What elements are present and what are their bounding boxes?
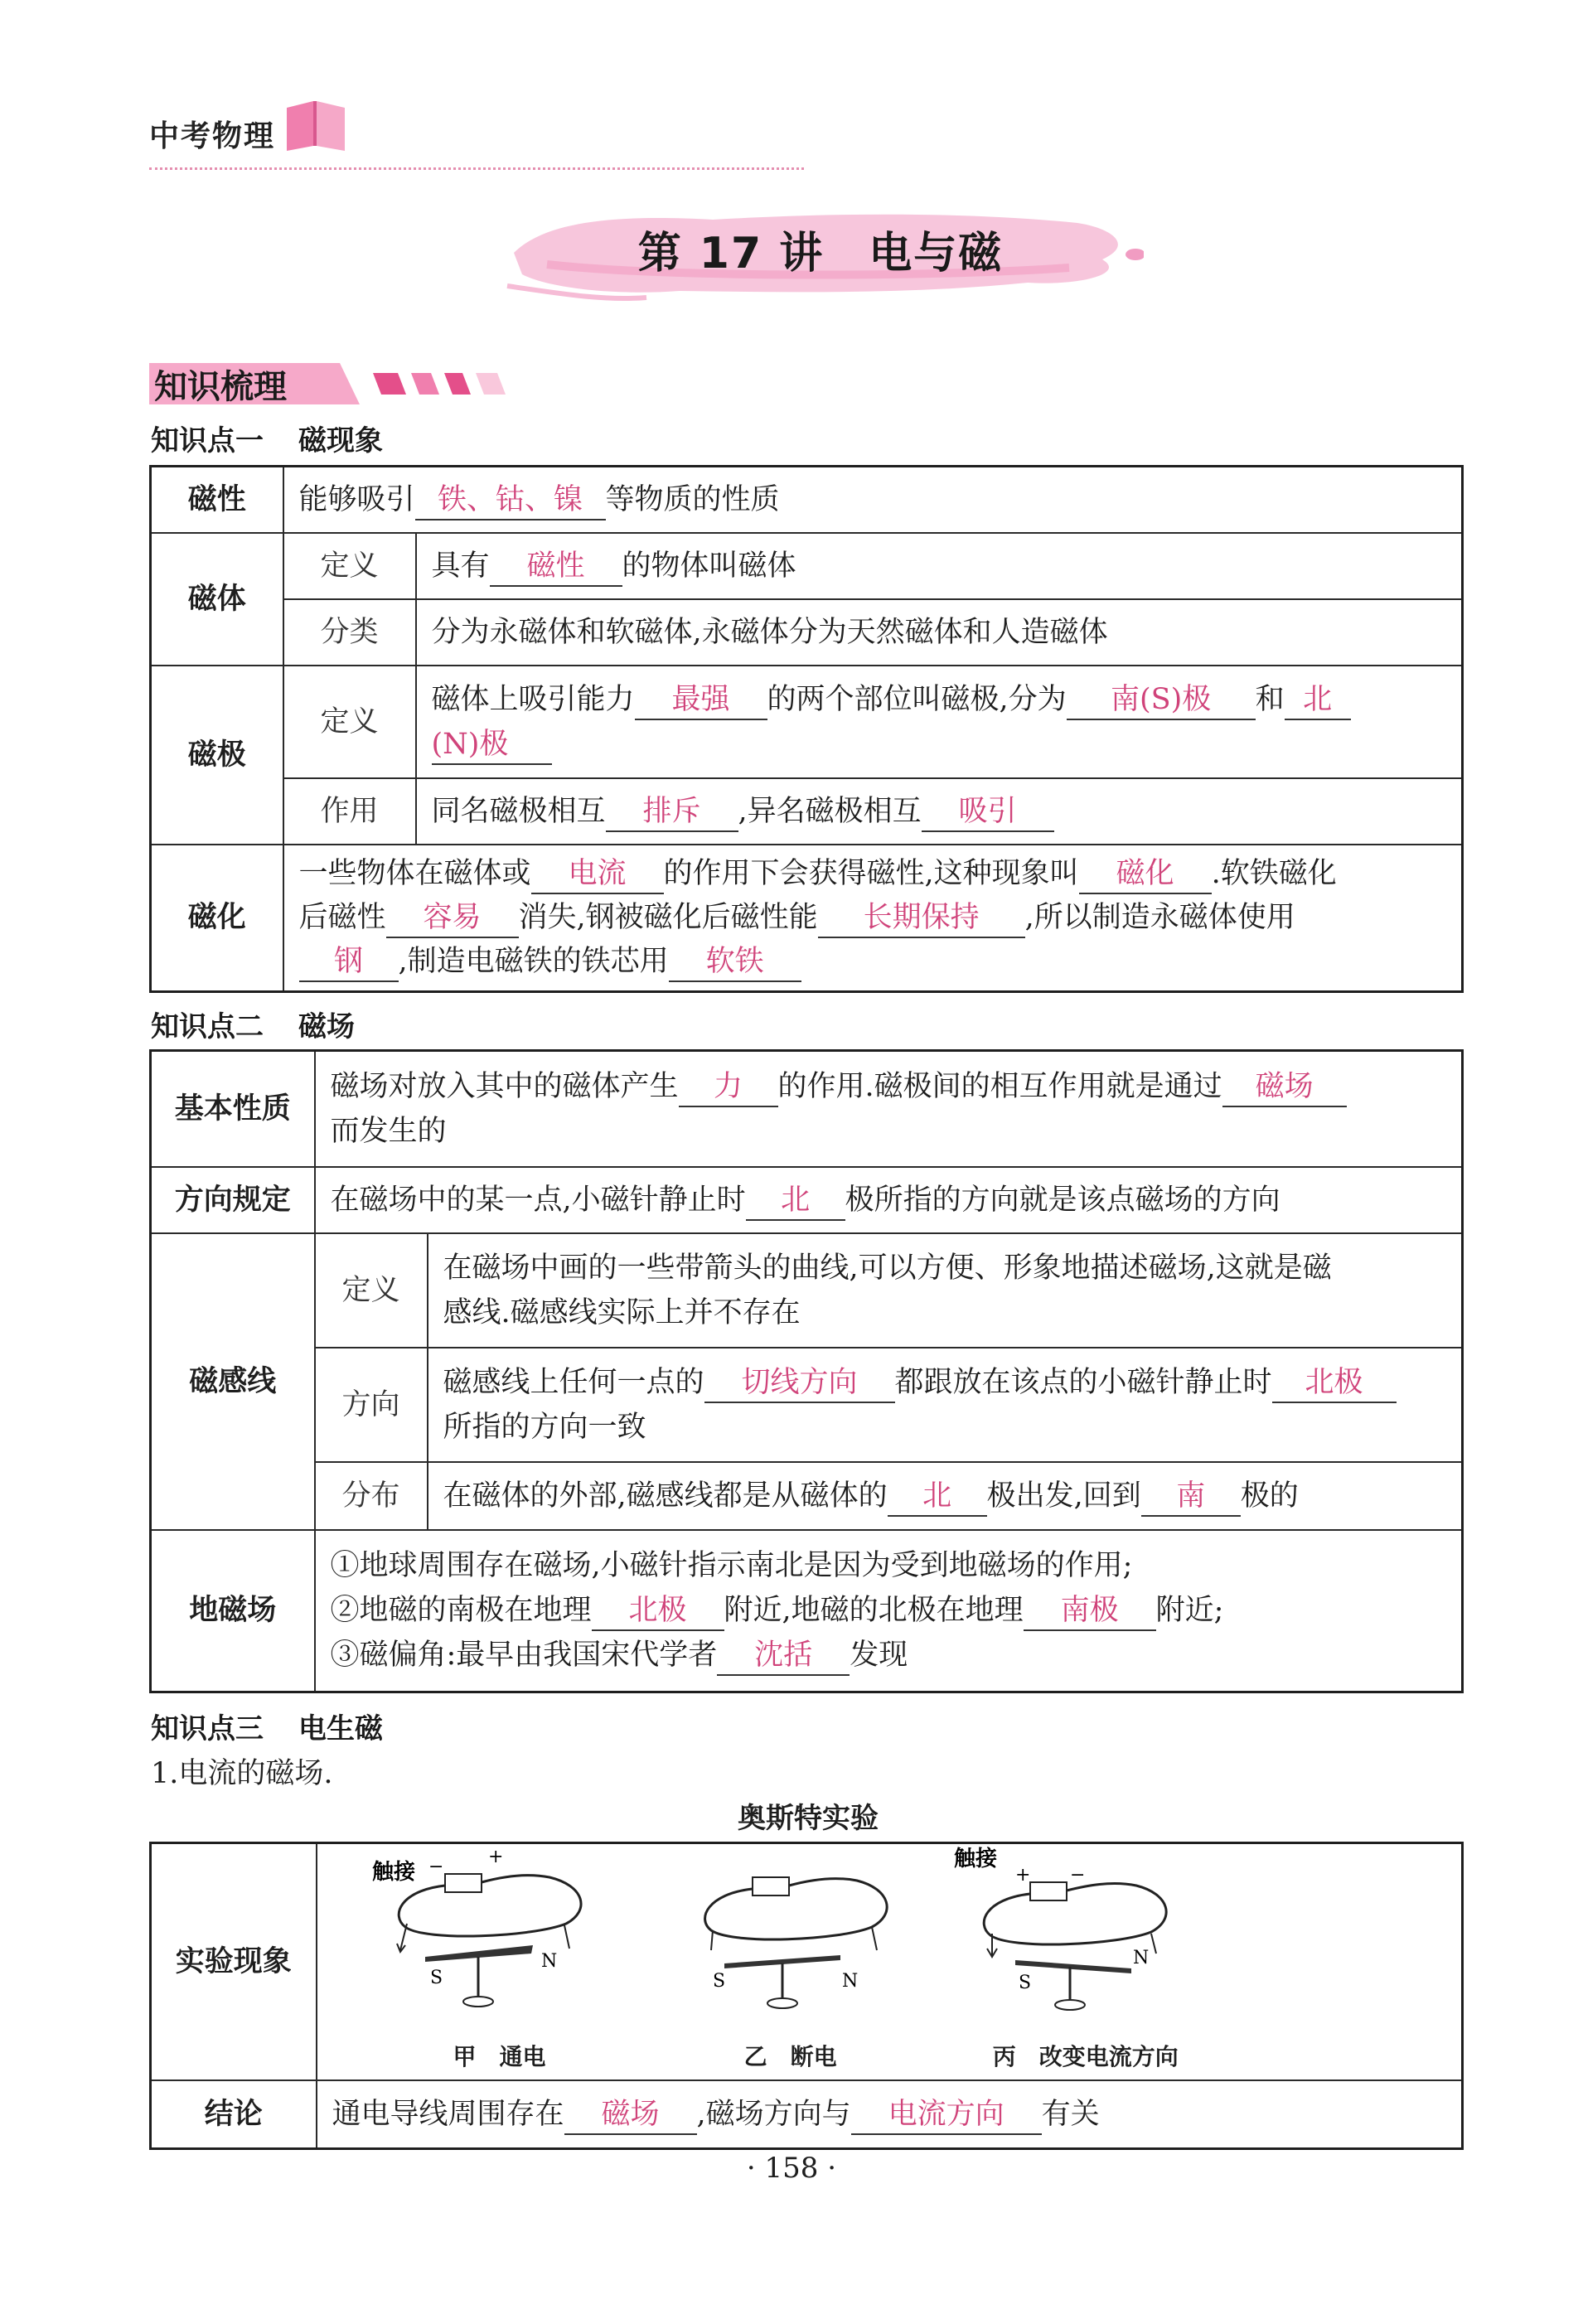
oersted-experiment-table <box>149 1842 1464 2150</box>
table-row: 地磁场 ①地球周围存在磁场,小磁针指示南北是因为受到地磁场的作用; ②地磁的南极在地理 北极 附近,地磁的北极在地理 南极 附近; ③磁偏角:最早由我国宋代学者 沈括 发现 <box>151 1530 1463 1692</box>
svg-text:触接: 触接 <box>371 1860 415 1885</box>
header-title: 中考物理 <box>149 119 276 153</box>
svg-text:S: S <box>712 1971 725 1992</box>
svg-text:N: N <box>540 1951 557 1972</box>
svg-text:−: − <box>428 1857 443 1877</box>
knowledge-point-2-heading: 知识点二 磁场 <box>151 1010 355 1043</box>
svg-text:N: N <box>841 1971 858 1992</box>
figure-caption: 甲 通电 <box>453 2043 546 2070</box>
table-row: 方向规定 在磁场中的某一点,小磁针静止时 北 极所指的方向就是该点磁场的方向 <box>151 1167 1463 1233</box>
figure-caption: 乙 断电 <box>743 2043 837 2070</box>
table-row: 磁体 定义 具有 磁性 的物体叫磁体 <box>151 533 1463 599</box>
lecture-banner <box>497 195 1144 319</box>
table-row: 作用 同名磁极相互 排斥 ,异名磁极相互 吸引 <box>151 778 1463 845</box>
knowledge-point-1-heading: 知识点一 磁现象 <box>151 424 383 458</box>
section-title: 知识梳理 <box>154 367 287 406</box>
svg-text:S: S <box>1018 1973 1031 1993</box>
table-row: 磁感线 定义 在磁场中画的一些带箭头的曲线,可以方便、形象地描述磁场,这就是磁 感线.磁感线实际上并不存在 <box>151 1233 1463 1348</box>
svg-text:N: N <box>1132 1948 1150 1968</box>
svg-text:+: + <box>487 1847 503 1867</box>
magnetic-field-table <box>149 1049 1464 1693</box>
svg-text:+: + <box>1014 1865 1031 1886</box>
figure-powered <box>367 1844 632 2079</box>
table-row: 基本性质 磁场对放入其中的磁体产生 力 的作用.磁极间的相互作用就是通过 磁场 而发生的 <box>151 1051 1463 1167</box>
lecture-title: 第 17 讲 电与磁 <box>637 228 1004 278</box>
table-row: 分类 分为永磁体和软磁体,永磁体分为天然磁体和人造磁体 <box>151 599 1463 666</box>
table-row: 磁性 能够吸引 铁、钴、镍 等物质的性质 <box>151 467 1463 533</box>
table-row: 磁化 一些物体在磁体或 电流 的作用下会获得磁性,这种现象叫 磁化 .软铁磁化 后磁性 容易 消失,钢被磁化后磁性能 长期保持 ,所以制造永磁体使用 钢 ,制造电磁铁的铁芯用 软铁 <box>151 845 1463 992</box>
table-row: 方向 磁感线上任何一点的 切线方向 都跟放在该点的小磁针静止时 北极 所指的方向一致 <box>151 1348 1463 1462</box>
svg-text:−: − <box>1069 1865 1086 1886</box>
table-row: 结论 通电导线周围存在 磁场 ,磁场方向与 电流方向 有关 <box>151 2080 1463 2148</box>
compass-wire-diagram <box>367 1844 632 2018</box>
page-number: · 158 · <box>746 2152 837 2185</box>
subsection-label: 1.电流的磁场. <box>151 1757 333 1790</box>
figure-caption: 丙 改变电流方向 <box>992 2043 1179 2070</box>
table-row: 实验现象 触接 − + S N 甲 通电 S N 乙 断电 触接 + − S N 丙 改变电流方向 <box>151 1843 1463 2081</box>
book-icon <box>283 98 348 153</box>
compass-wire-diagram <box>666 1844 915 2018</box>
compass-wire-diagram <box>949 1844 1222 2018</box>
figure-unpowered <box>666 1844 915 2079</box>
table-title: 奥斯特实验 <box>738 1802 879 1835</box>
table-row: 分布 在磁体的外部,磁感线都是从磁体的 北 极出发,回到 南 极的 <box>151 1462 1463 1530</box>
svg-text:S: S <box>429 1968 443 1988</box>
table-row: 磁极 定义 磁体上吸引能力 最强 的两个部位叫磁极,分为 南(S)极 和 北 (N)极 <box>151 666 1463 778</box>
knowledge-point-3-heading: 知识点三 电生磁 <box>151 1712 383 1745</box>
section-header <box>149 358 287 409</box>
figure-reversed-current <box>949 1844 1222 2079</box>
running-header <box>149 106 348 161</box>
svg-text:触接: 触接 <box>953 1847 997 1871</box>
magnetic-phenomena-table <box>149 465 1464 993</box>
header-divider <box>149 167 804 170</box>
